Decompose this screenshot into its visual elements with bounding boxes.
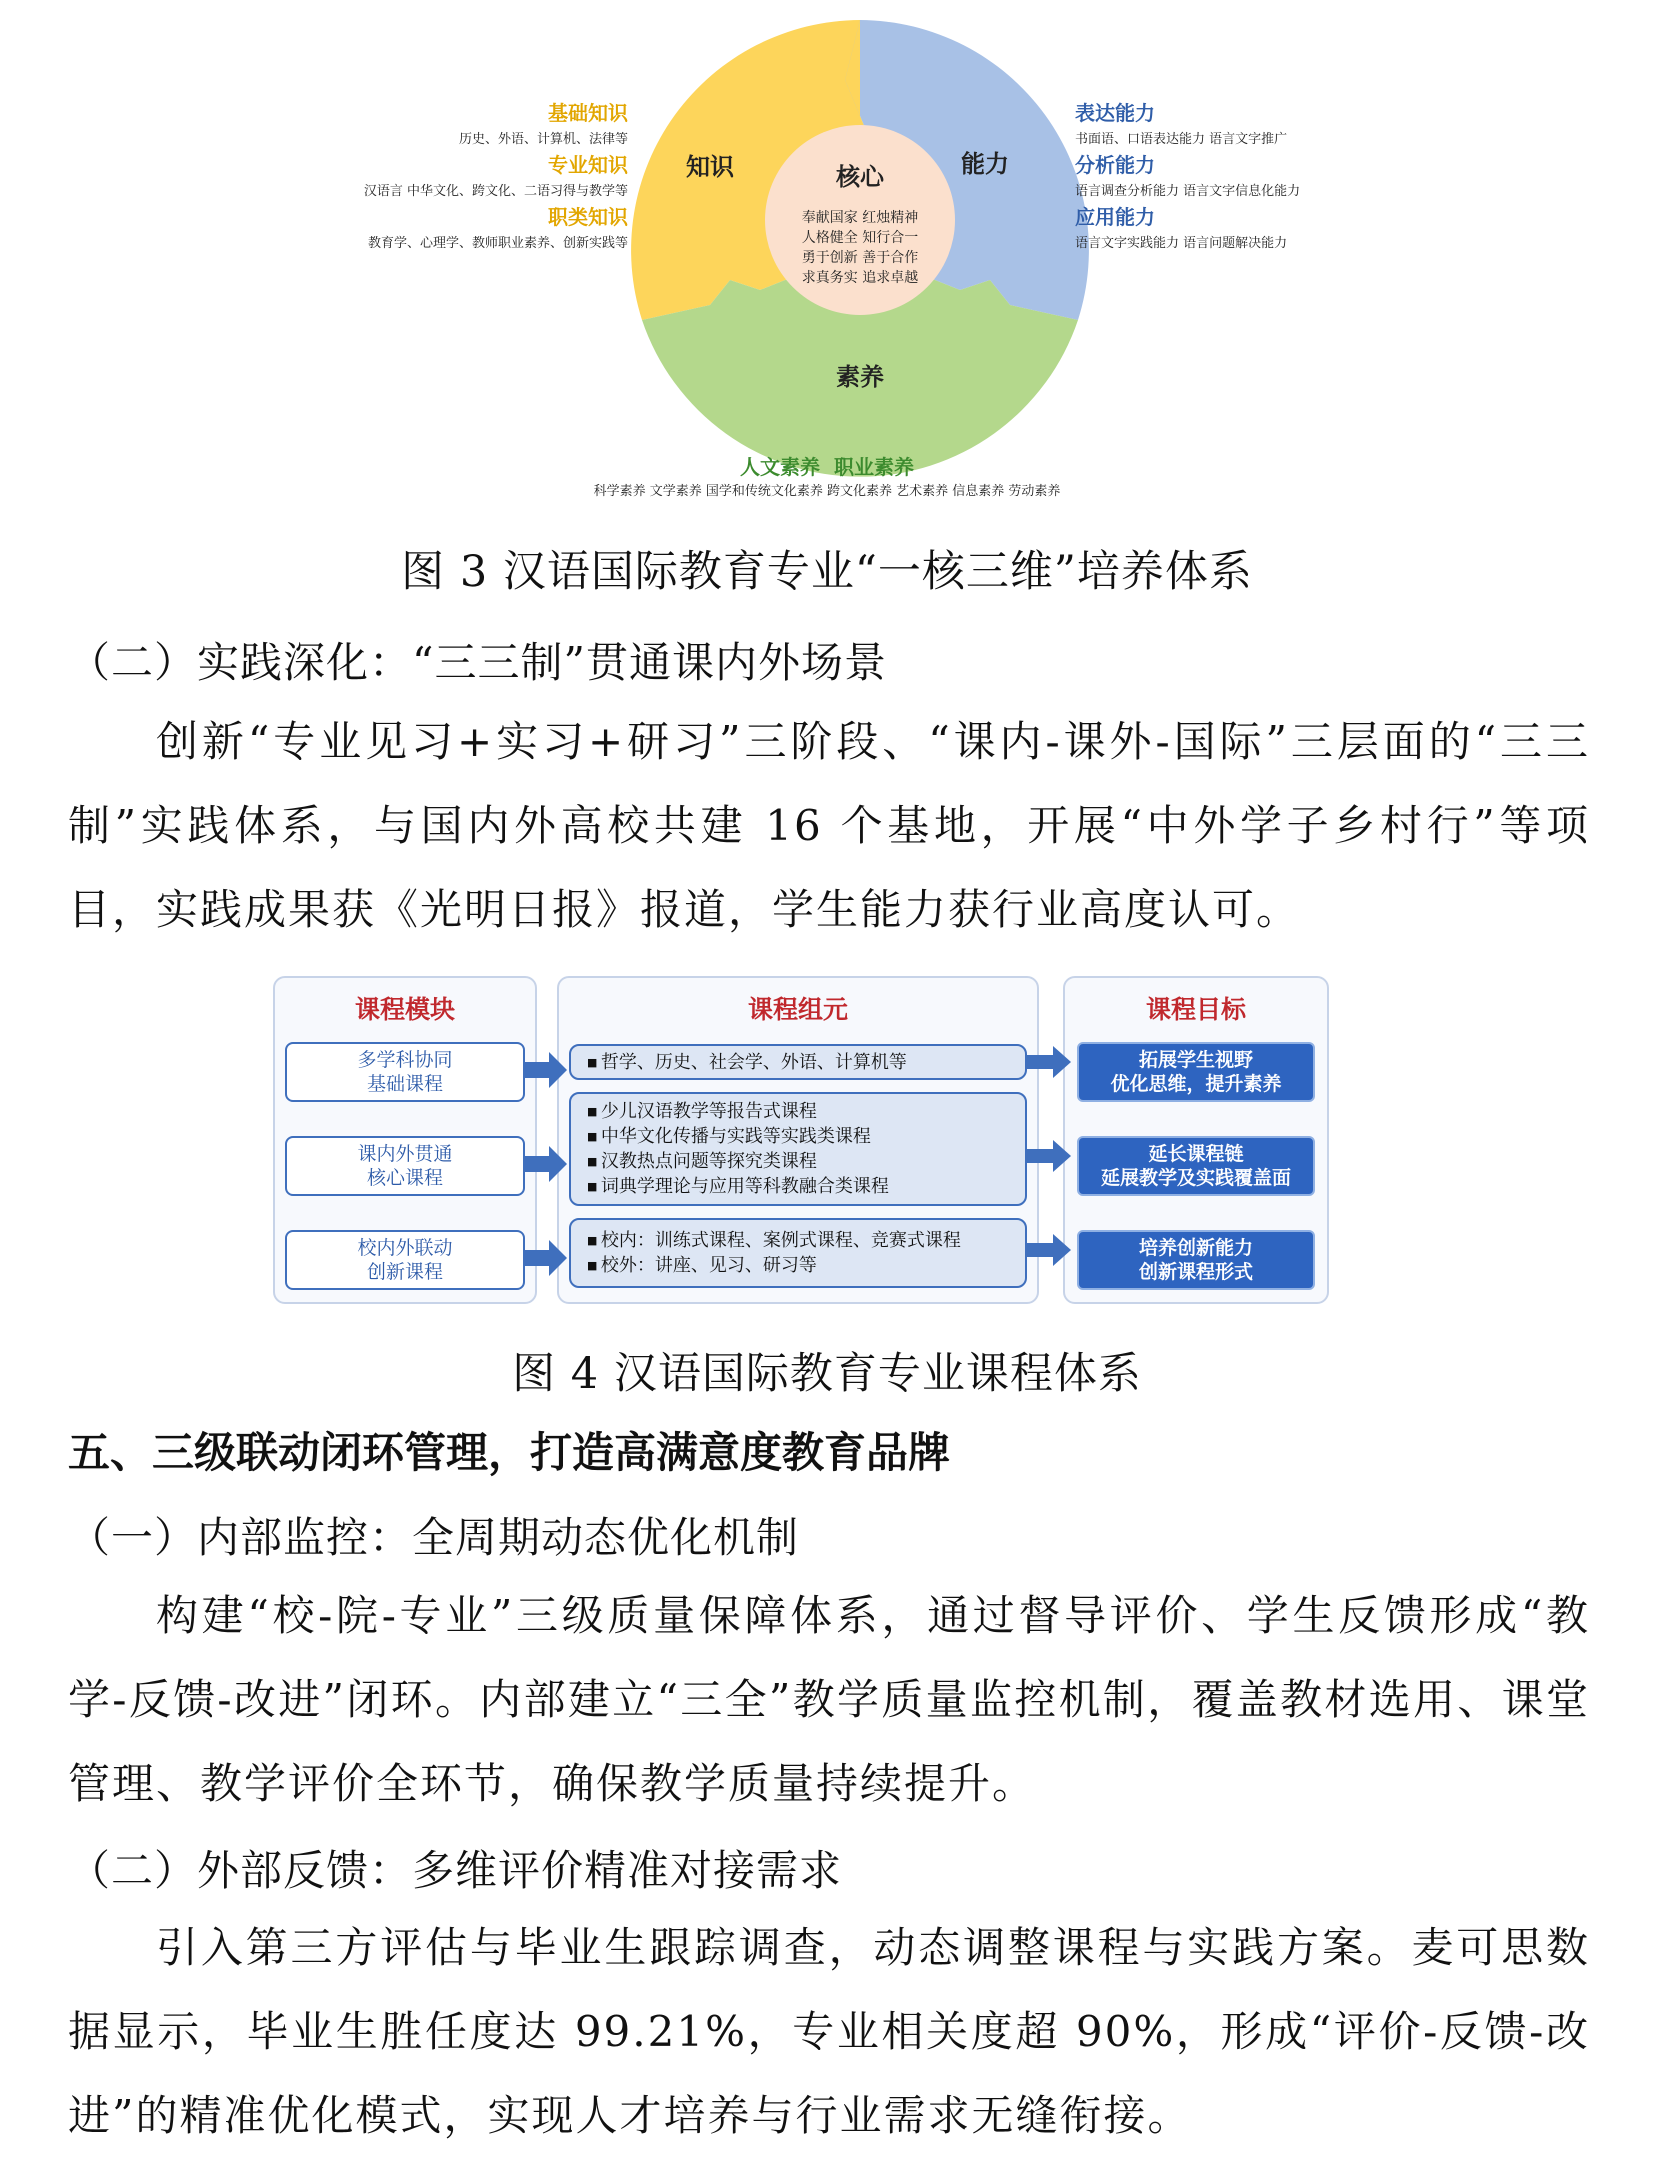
arrow-icon xyxy=(1027,1234,1073,1266)
practice-paragraph-text: 创新“专业见习+实习+研习”三阶段、“课内-课外-国际”三层面的“三三制”实践体系，与国内外高校共建 16 个基地，开展“中外学子乡村行”等项目，实践成果获《光明日报》报道，学生能力获行业高度认可。 xyxy=(68,717,1590,934)
internal-paragraph xyxy=(68,1574,1590,1826)
core-line-4: 求真务实 追求卓越 xyxy=(801,270,919,286)
ability-item-desc: 语言文字实践能力 语言问题解决能力 xyxy=(1075,236,1288,251)
unit-box xyxy=(569,1218,1027,1288)
goal-line: 创新课程形式 xyxy=(1138,1261,1253,1283)
ability-item-desc: 语言调查分析能力 语言文字信息化能力 xyxy=(1075,184,1301,199)
external-paragraph-text: 引入第三方评估与毕业生跟踪调查，动态调整课程与实践方案。麦可思数据显示，毕业生胜任度达 99.21%，专业相关度超 90%，形成“评价-反馈-改进”的精准优化模式，实现人才培养与行业需求无缝衔接。 xyxy=(68,1923,1590,2140)
goal-box xyxy=(1077,1042,1315,1102)
module-line: 基础课程 xyxy=(366,1073,443,1095)
module-box xyxy=(285,1042,525,1102)
unit-line: ■ 汉教热点问题等探究类课程 xyxy=(587,1149,1025,1174)
external-heading: （二）外部反馈：多维评价精准对接需求 xyxy=(68,1846,843,1895)
arrow-icon xyxy=(523,1146,569,1182)
col-goal-title: 课程目标 xyxy=(1145,995,1246,1024)
segment-knowledge-label: 知识 xyxy=(686,153,734,181)
module-line: 多学科协同 xyxy=(357,1049,453,1071)
knowledge-list xyxy=(300,97,628,251)
unit-line: ■ 校内：训练式课程、案例式课程、竞赛式课程 xyxy=(587,1228,1025,1253)
knowledge-item-title: 专业知识 xyxy=(548,153,628,177)
module-line: 创新课程 xyxy=(366,1261,443,1283)
unit-line: ■ 中华文化传播与实践等实践类课程 xyxy=(587,1124,1025,1149)
practice-heading: （二）实践深化：“三三制”贯通课内外场景 xyxy=(68,638,887,687)
practice-paragraph xyxy=(68,700,1590,952)
figure-4 xyxy=(273,976,1333,1306)
goal-line: 培养创新能力 xyxy=(1138,1237,1253,1259)
goal-line: 延展教学及实践覆盖面 xyxy=(1100,1167,1291,1189)
figure-3 xyxy=(0,0,1654,510)
goal-line: 优化思维，提升素养 xyxy=(1110,1073,1282,1095)
figure-3-caption: 图 3 汉语国际教育专业“一核三维”培养体系 xyxy=(401,547,1253,597)
col-unit-title: 课程组元 xyxy=(747,995,848,1024)
knowledge-item-title: 基础知识 xyxy=(548,101,628,125)
unit-line: ■ 哲学、历史、社会学、外语、计算机等 xyxy=(587,1050,1025,1075)
internal-heading: （一）内部监控：全周期动态优化机制 xyxy=(68,1513,800,1562)
figure-4-caption: 图 4 汉语国际教育专业课程体系 xyxy=(512,1349,1142,1399)
segment-ability-label: 能力 xyxy=(961,150,1009,178)
ability-item-desc: 书面语、口语表达能力 语言文字推广 xyxy=(1075,132,1288,147)
knowledge-item-desc: 教育学、心理学、教师职业素养、创新实践等 xyxy=(367,236,628,251)
core-ring-diagram xyxy=(630,20,1090,480)
module-box xyxy=(285,1230,525,1290)
core-line-2: 人格健全 知行合一 xyxy=(801,230,919,246)
module-line: 课内外贯通 xyxy=(357,1143,453,1165)
ability-item-title: 应用能力 xyxy=(1075,205,1155,229)
knowledge-item-desc: 历史、外语、计算机、法律等 xyxy=(458,132,628,147)
literacy-desc: 科学素养 文学素养 国学和传统文化素养 跨文化素养 艺术素养 信息素养 劳动素养 xyxy=(593,484,1061,499)
goal-box xyxy=(1077,1136,1315,1196)
core-line-1: 奉献国家 红烛精神 xyxy=(801,210,919,226)
ability-list xyxy=(1075,97,1375,251)
unit-line: ■ 校外：讲座、见习、研习等 xyxy=(587,1253,1025,1278)
goal-line: 拓展学生视野 xyxy=(1138,1049,1253,1071)
arrow-icon xyxy=(523,1240,569,1276)
unit-line: ■ 词典学理论与应用等科教融合类课程 xyxy=(587,1174,1025,1199)
module-line: 核心课程 xyxy=(366,1167,443,1189)
arrow-icon xyxy=(1027,1046,1073,1078)
unit-line: ■ 少儿汉语教学等报告式课程 xyxy=(587,1099,1025,1124)
ability-item-title: 表达能力 xyxy=(1075,101,1155,125)
unit-box xyxy=(569,1044,1027,1080)
core-title: 核心 xyxy=(836,163,884,191)
literacy-title: 人文素养 职业素养 xyxy=(740,455,914,479)
section-5-heading: 五、三级联动闭环管理，打造高满意度教育品牌 xyxy=(68,1428,951,1477)
segment-literacy-label: 素养 xyxy=(836,363,884,391)
external-paragraph xyxy=(68,1906,1590,2158)
col-module-title: 课程模块 xyxy=(354,995,455,1024)
internal-paragraph-text: 构建“校-院-专业”三级质量保障体系，通过督导评价、学生反馈形成“教学-反馈-改进”闭环。内部建立“三全”教学质量监控机制，覆盖教材选用、课堂管理、教学评价全环节，确保教学质量持续提升。 xyxy=(68,1591,1590,1808)
arrow-icon xyxy=(523,1052,569,1088)
unit-box xyxy=(569,1092,1027,1206)
module-line: 校内外联动 xyxy=(357,1237,453,1259)
ability-item-title: 分析能力 xyxy=(1075,153,1155,177)
knowledge-item-desc: 汉语言 中华文化、跨文化、二语习得与教学等 xyxy=(363,184,628,199)
module-box xyxy=(285,1136,525,1196)
knowledge-item-title: 职类知识 xyxy=(548,205,628,229)
arrow-icon xyxy=(1027,1140,1073,1172)
core-line-3: 勇于创新 善于合作 xyxy=(801,250,919,266)
goal-line: 延长课程链 xyxy=(1148,1143,1244,1165)
goal-box xyxy=(1077,1230,1315,1290)
